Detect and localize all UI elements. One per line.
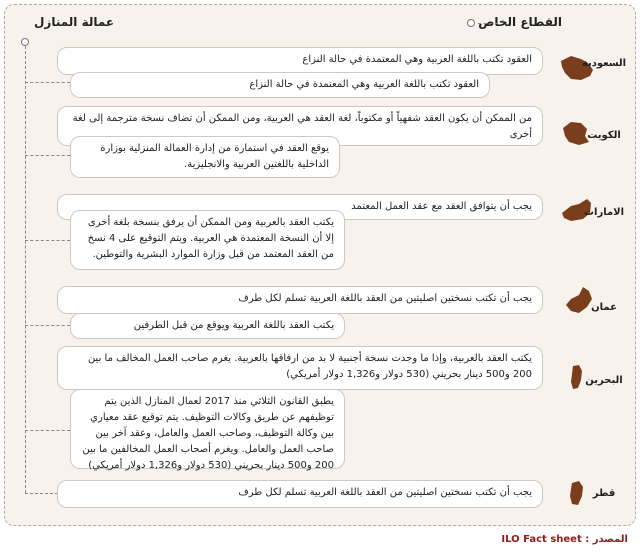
connector [25, 155, 70, 156]
private-box-uae: يجب أن يتوافق العقد مع عقد العمل المعتمد [57, 194, 543, 220]
private-sector-connector [478, 23, 498, 24]
connector [25, 493, 58, 494]
private-box-oman: يجب أن تكتب نسختين اصليتين من العقد باللغة العربية تسلم لكل طرف [57, 286, 543, 314]
domestic-box-oman: يكتب العقد باللغة العربية ويوقع من قبل الطرفين [70, 313, 345, 339]
country-label-qatar: قطر [592, 488, 616, 499]
country-label-uae: الامارات [583, 207, 625, 218]
private-box-saudi-arabia: العقود تكتب باللغة العربية وهي المعتمدة في حالة النزاع [57, 47, 543, 75]
country-label-saudi-arabia: السعودية [581, 58, 627, 69]
country-label-kuwait: الكويت [587, 130, 621, 141]
domestic-workers-dot [21, 38, 29, 46]
private-box-qatar: يجب أن تكتب نسختين اصليتين من العقد باللغة العربية تسلم لكل طرف [57, 480, 543, 508]
header-domestic-workers: عمالة المنازل [34, 15, 115, 29]
source-caption: المصدر : ILO Fact sheet [501, 534, 628, 545]
domestic-box-kuwait: يوقع العقد في استمارة من إدارة العمالة المنزلية بوزارة الداخلية باللغتين العربية والانجليزية. [70, 136, 340, 178]
connector [25, 430, 70, 431]
connector [25, 82, 70, 83]
private-box-bahrain: يكتب العقد بالعربية، وإذا ما وجدت نسخة أجنبية لا بد من ارفاقها بالعربية. يغرم صاحب العمل المخالف ما بين 200 و500 دينار بحريني (530 دولار و1,326 دولار أمريكي) [57, 346, 543, 390]
header-private-sector: القطاع الخاص [478, 15, 562, 29]
domestic-box-saudi-arabia: العقود تكتب باللغة العربية وهي المعتمدة في حالة النزاع [70, 72, 490, 98]
domestic-box-bahrain: يطبق القانون الثلاثي منذ 2017 لعمال المنازل الذين يتم توظيفهم عن طريق وكالات التوظيف. يتم توقيع عقد معياري بين وكالة التوظيف، وصاحب العمل والعامل، وعقد آخر بين صاحب العمل والعامل. ويغرم أصحاب العمل المخالفين ما بين 200 و500 دينار بحريني (530 دولار و1,326 دولار أمريكي) [70, 389, 345, 469]
country-label-bahrain: البحرين [585, 375, 623, 386]
connector [25, 325, 70, 326]
private-box-kuwait: من الممكن أن يكون العقد شفهياً أو مكتوباً، لغة العقد هي العربية، ومن الممكن أن تضاف نسخة مترجمة إلى لغة أخرى [57, 106, 543, 146]
private-sector-dot [467, 19, 475, 27]
country-label-oman: عمان [591, 302, 617, 313]
connector [25, 240, 70, 241]
domestic-box-uae: يكتب العقد بالعربية ومن الممكن أن يرفق بنسخة بلغة أخرى إلا أن النسخة المعتمدة هي العربية. ويتم التوقيع على 4 نسخ من العقد المعتمد من قبل وزارة الموارد البشرية والتوطين. [70, 210, 345, 270]
domestic-timeline [25, 46, 26, 493]
